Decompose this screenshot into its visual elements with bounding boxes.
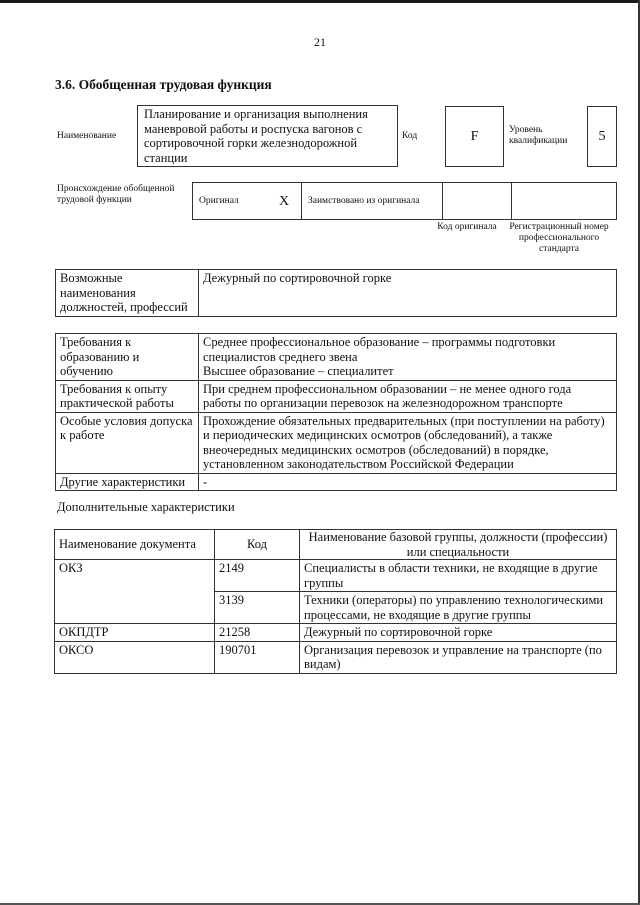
row-code: 21258 <box>215 624 300 642</box>
row-name: Организация перевозок и управление на транспорте (по видам) <box>300 641 617 673</box>
header-name: Наименование базовой группы, должности (профессии) или специальности <box>300 530 617 560</box>
row-doc: ОКСО <box>55 641 215 673</box>
page-number: 21 <box>314 35 326 49</box>
original-mark: X <box>267 183 302 220</box>
row-name: Техники (операторы) по управлению технологическими процессами, не входящие в другие группы <box>300 592 617 624</box>
row-doc: ОКЗ <box>55 560 215 624</box>
positions-table <box>55 269 617 317</box>
scan-edge-top <box>0 0 640 3</box>
table-row <box>55 560 617 592</box>
row-name: Дежурный по сортировочной горке <box>300 624 617 642</box>
row-code: 3139 <box>215 592 300 624</box>
table-row <box>55 641 617 673</box>
caption-registration-number: Регистрационный номер профессионального стандарта <box>509 222 609 254</box>
req-other-label: Другие характеристики <box>56 473 199 491</box>
name-label: Наименование <box>57 131 117 141</box>
req-conditions-label: Особые условия допуска к работе <box>56 412 199 473</box>
borrowed-label: Заимствовано из оригинала <box>302 183 443 220</box>
row-doc: ОКПДТР <box>55 624 215 642</box>
req-education-label: Требования к образованию и обучению <box>56 334 199 381</box>
row-code: 190701 <box>215 641 300 673</box>
original-code-cell <box>443 183 512 220</box>
additional-title: Дополнительные характеристики <box>57 500 235 514</box>
positions-label: Возможные наименования должностей, профессий <box>56 270 199 317</box>
req-education-value: Среднее профессиональное образование – программы подготовки специалистов среднего звена Высшее образование – специалитет <box>199 334 617 381</box>
additional-table <box>54 529 617 674</box>
req-other-value: - <box>199 473 617 491</box>
code-label: Код <box>402 131 418 141</box>
function-name-box: Планирование и организация выполнения маневровой работы и роспуска вагонов с сортировочной горки железнодорожной станции <box>137 105 398 167</box>
table-row <box>55 624 617 642</box>
caption-original-code: Код оригинала <box>437 222 497 232</box>
function-code-box: F <box>445 106 504 167</box>
origin-table <box>192 182 617 220</box>
req-experience-value: При среднем профессиональном образовании – не менее одного года работы по организации перевозок на железнодорожном транспорте <box>199 380 617 412</box>
original-label: Оригинал <box>193 183 268 220</box>
qualification-level-box: 5 <box>587 106 617 167</box>
registration-number-cell <box>512 183 617 220</box>
header-doc: Наименование документа <box>55 530 215 560</box>
positions-value: Дежурный по сортировочной горке <box>199 270 617 317</box>
level-label: Уровень квалификации <box>509 125 568 146</box>
req-experience-label: Требования к опыту практической работы <box>56 380 199 412</box>
requirements-table <box>55 333 617 491</box>
row-code: 2149 <box>215 560 300 592</box>
header-code: Код <box>215 530 300 560</box>
req-conditions-value: Прохождение обязательных предварительных (при поступлении на работу) и периодических медицинских осмотров (обследований), а также внеочередных медицинских осмотров (обследований) в порядке, установленном законодательством Российской Федерации <box>199 412 617 473</box>
origin-label: Происхождение обобщенной трудовой функции <box>57 184 175 205</box>
row-name: Специалисты в области техники, не входящие в другие группы <box>300 560 617 592</box>
section-title: 3.6. Обобщенная трудовая функция <box>55 77 272 92</box>
